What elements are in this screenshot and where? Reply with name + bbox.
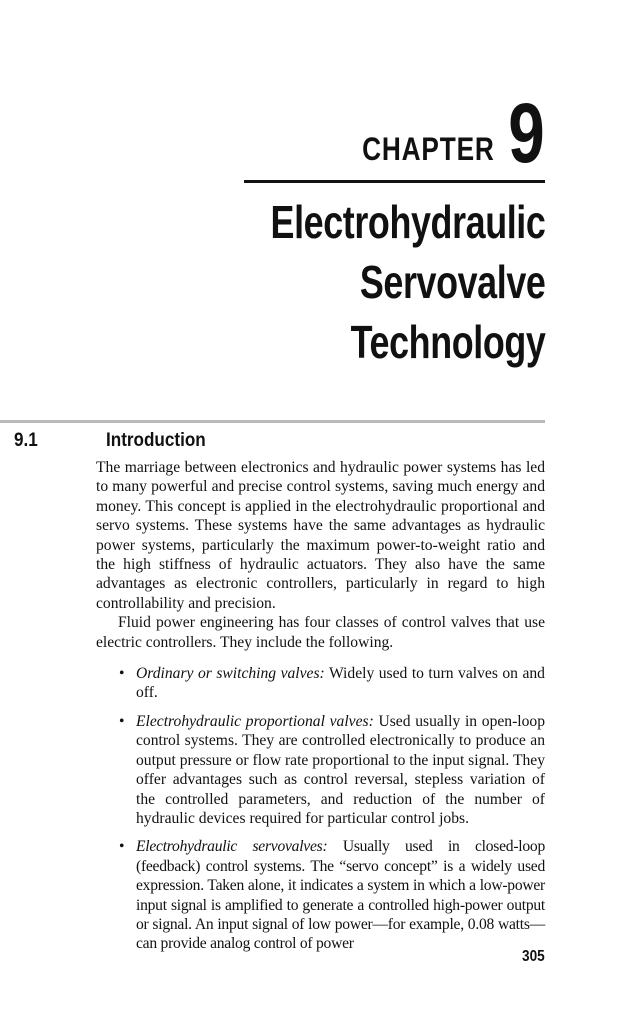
bullet-item-switching-valves (119, 664, 545, 703)
bullet-text: Usually used in closed-loop (feedback) control systems. The “servo concept” is a widely used expression. Taken alone, it indicates a system in which a low-power input signal is amplified to generate a controlled high-power output or signal. An input signal of low power—for example, 0.08 watts—can provide analog control of power (136, 838, 545, 953)
bullet-item-servovalves (119, 837, 545, 953)
paragraph-1: The marriage between electronics and hydraulic power systems has led to many powerful and precise control systems, saving much energy and money. This concept is applied in the electrohydraulic proportional and servo systems. These systems have the same advantages as hydraulic power systems, particularly the maximum power-to-weight ratio and the high stiffness of hydraulic actuators. They also have the same advantages as electronic controllers, particularly in regard to high controllability and precision. (96, 459, 545, 612)
bullet-text: Used usually in open-loop control systems. They are controlled electronically to produce an output pressure or flow rate proportional to the input signal. They offer advantages such as control reversal, stepless variation of the controlled parameters, and reduction of the number of hydraulic devices required for particular control jobs. (136, 712, 545, 827)
section-number: 9.1 (14, 430, 38, 451)
chapter-number: 9 (508, 86, 545, 180)
bullet-list (96, 664, 545, 954)
paragraph-2: Fluid power engineering has four classes of control valves that use electric controllers. They include the following. (96, 614, 545, 651)
page-number: 305 (522, 948, 545, 965)
bullet-term: Ordinary or switching valves: (136, 665, 325, 683)
bullet-term: Electrohydraulic proportional valves: (136, 712, 374, 730)
bullet-term: Electrohydraulic servovalves: (136, 838, 328, 856)
bullet-item-proportional-valves (119, 712, 545, 828)
chapter-label (333, 86, 545, 180)
chapter-title-line-1: Electrohydraulic (270, 196, 545, 248)
body-text (96, 458, 545, 963)
bullet-dot-icon: • (119, 838, 125, 856)
section-title: Introduction (106, 430, 206, 451)
section-heading (14, 430, 217, 452)
chapter-rule (244, 180, 545, 183)
chapter-word: CHAPTER (361, 131, 495, 168)
chapter-title-line-3: Technology (350, 316, 545, 368)
chapter-title (193, 192, 545, 372)
section-rule (0, 420, 545, 423)
bullet-dot-icon: • (119, 665, 125, 683)
bullet-text: Widely used to turn valves on and off. (136, 665, 545, 702)
chapter-title-line-2: Servovalve (359, 256, 545, 308)
bullet-dot-icon: • (119, 712, 125, 730)
